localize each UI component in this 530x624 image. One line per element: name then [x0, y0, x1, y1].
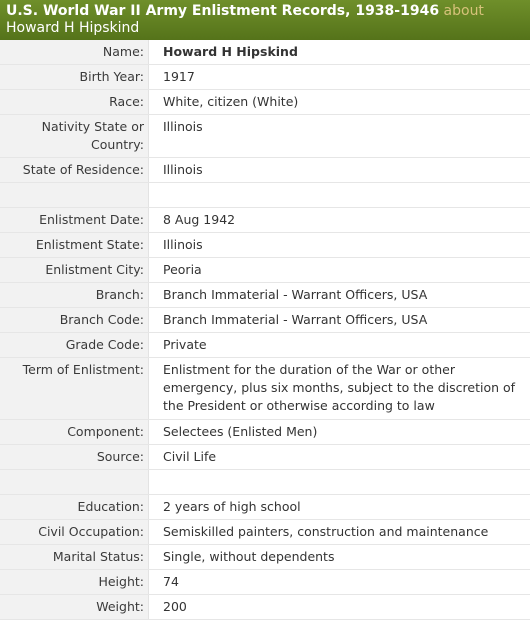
label-civil-occupation: Civil Occupation: — [0, 520, 149, 544]
row-spacer — [0, 183, 530, 208]
label-enlistment-date: Enlistment Date: — [0, 208, 149, 232]
row-marital-status — [0, 545, 530, 570]
value-enlistment-state: Illinois — [163, 237, 203, 252]
person-name-heading: Howard H Hipskind — [6, 20, 140, 36]
label-weight: Weight: — [0, 595, 149, 619]
record-header — [0, 0, 530, 40]
label-enlistment-city: Enlistment City: — [0, 258, 149, 282]
label-branch: Branch: — [0, 283, 149, 307]
row-civil-occupation — [0, 520, 530, 545]
value-race: White, citizen (White) — [163, 94, 299, 109]
row-weight — [0, 595, 530, 620]
value-branch-code: Branch Immaterial - Warrant Officers, USA — [163, 312, 428, 327]
label-component: Component: — [0, 420, 149, 444]
label-empty — [0, 470, 149, 494]
value-empty — [149, 470, 530, 494]
value-empty — [149, 183, 530, 207]
label-name: Name: — [0, 40, 149, 64]
row-nativity — [0, 115, 530, 158]
row-education — [0, 495, 530, 520]
value-marital-status: Single, without dependents — [163, 549, 335, 564]
value-branch: Branch Immaterial - Warrant Officers, USA — [163, 287, 428, 302]
row-state-of-residence — [0, 158, 530, 183]
label-marital-status: Marital Status: — [0, 545, 149, 569]
label-state-of-residence: State of Residence: — [0, 158, 149, 182]
value-weight: 200 — [163, 599, 187, 614]
value-enlistment-date: 8 Aug 1942 — [163, 212, 236, 227]
row-race — [0, 90, 530, 115]
label-education: Education: — [0, 495, 149, 519]
row-term-of-enlistment — [0, 358, 530, 420]
label-term-of-enlistment: Term of Enlistment: — [0, 358, 149, 419]
about-word: about — [443, 3, 484, 19]
row-branch-code — [0, 308, 530, 333]
value-enlistment-city: Peoria — [163, 262, 202, 277]
value-source: Civil Life — [163, 449, 217, 464]
value-birth-year: 1917 — [163, 69, 195, 84]
label-height: Height: — [0, 570, 149, 594]
row-source — [0, 445, 530, 470]
value-grade-code: Private — [163, 337, 207, 352]
label-race: Race: — [0, 90, 149, 114]
row-enlistment-date — [0, 208, 530, 233]
row-grade-code — [0, 333, 530, 358]
row-name — [0, 40, 530, 65]
label-empty — [0, 183, 149, 207]
value-height: 74 — [163, 574, 179, 589]
value-civil-occupation: Semiskilled painters, construction and maintenance — [163, 524, 489, 539]
row-height — [0, 570, 530, 595]
row-spacer — [0, 470, 530, 495]
collection-title[interactable]: U.S. World War II Army Enlistment Records, 1938-1946 — [6, 3, 440, 19]
label-enlistment-state: Enlistment State: — [0, 233, 149, 257]
value-component: Selectees (Enlisted Men) — [163, 424, 318, 439]
value-nativity: Illinois — [163, 119, 203, 134]
row-enlistment-state — [0, 233, 530, 258]
value-education: 2 years of high school — [163, 499, 301, 514]
label-grade-code: Grade Code: — [0, 333, 149, 357]
value-name: Howard H Hipskind — [163, 44, 298, 59]
row-component — [0, 420, 530, 445]
record-table — [0, 40, 530, 620]
label-source: Source: — [0, 445, 149, 469]
label-nativity: Nativity State or Country: — [0, 115, 149, 157]
row-branch — [0, 283, 530, 308]
row-enlistment-city — [0, 258, 530, 283]
label-birth-year: Birth Year: — [0, 65, 149, 89]
value-state-of-residence: Illinois — [163, 162, 203, 177]
label-branch-code: Branch Code: — [0, 308, 149, 332]
row-birth-year — [0, 65, 530, 90]
value-term-of-enlistment: Enlistment for the duration of the War or other emergency, plus six months, subject to the discretion of the President or otherwise according to law — [163, 362, 516, 413]
